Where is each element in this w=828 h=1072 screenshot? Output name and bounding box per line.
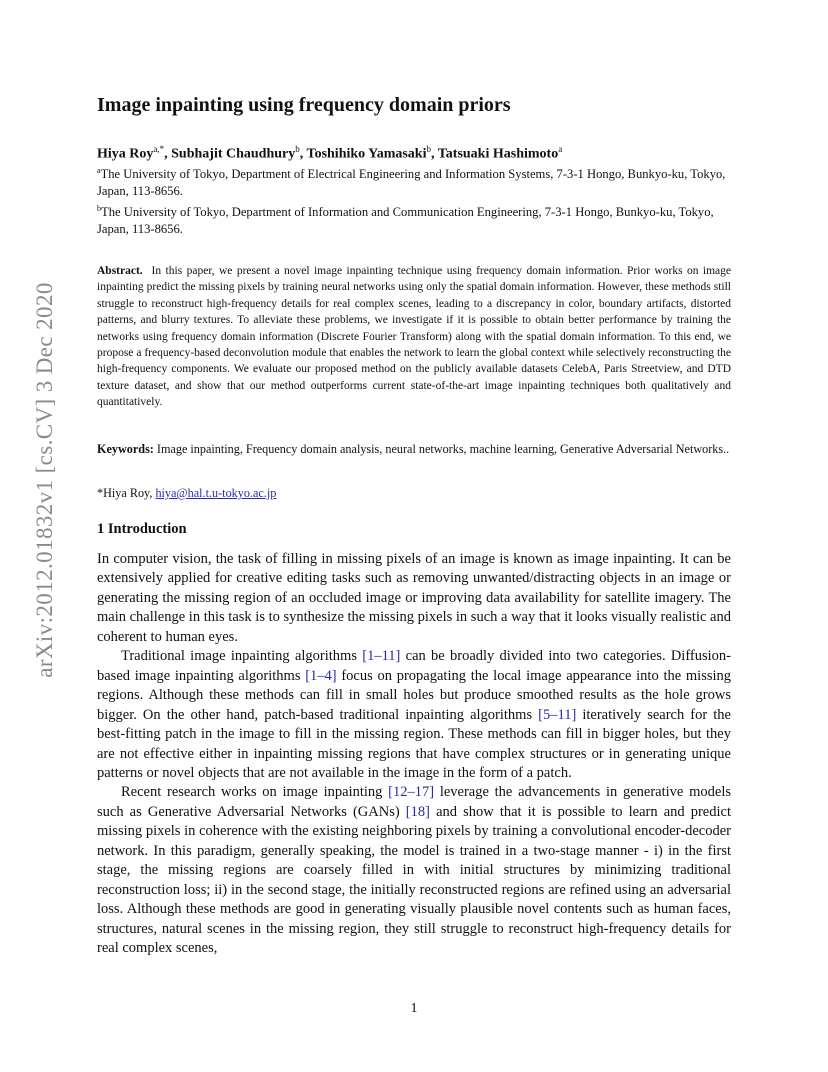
citation-link[interactable]: [1–4] bbox=[305, 667, 337, 684]
email-link[interactable]: hiya@hal.t.u-tokyo.ac.jp bbox=[155, 486, 277, 500]
arxiv-identifier: arXiv:2012.01832v1 [cs.CV] 3 Dec 2020 bbox=[32, 282, 57, 678]
abstract-text: In this paper, we present a novel image inpainting technique using frequency domain information. Prior works on image inpainting predict the missing pixels by training neural networks using only the spatial domain information. However, these methods still struggle to reconstruct high-frequency details for real complex scenes, leading to a discrepancy in color, boundary artifacts, distorted patterns, and blurry textures. To alleviate these problems, we investigate if it is possible to obtain better performance by training the networks using frequency domain information (Discrete Fourier Transform) along with the spatial domain information. To this end, we propose a frequency-based deconvolution module that enables the network to learn the global context while selectively reconstructing the high-frequency components. We evaluate our proposed method on the publicly available datasets CelebA, Paris Streetview, and DTD texture dataset, and show that our method outperforms current state-of-the-art image inpainting techniques both qualitatively and quantitatively. bbox=[97, 265, 732, 409]
body-text: focus on propagating the local image appearance into the missing regions. Although these methods can fill in small holes but produce smoothed results as the hole grows bigger. On the other hand, patch-based traditional inpainting algorithms bbox=[97, 667, 732, 723]
body-paragraph bbox=[97, 783, 731, 958]
citation-link[interactable]: [5–11] bbox=[538, 706, 577, 723]
introduction-body bbox=[97, 550, 731, 959]
corresponding-label: *Hiya Roy, bbox=[97, 486, 153, 500]
affiliation-mark: a bbox=[97, 166, 101, 175]
affiliation bbox=[97, 162, 731, 200]
body-text: and show that it is possible to learn and predict missing pixels in coherence with the existing neighboring pixels by training a convolutional encoder-decoder network. In this paradigm, generally speaking, the model is trained in a two-stage manner - i) in the first stage, the missing regions are coarsely filled in with initial structures by minimizing traditional reconstruction loss; ii) in the second stage, the initially reconstructed regions are refined using an adversarial loss. Although these methods are good in generating visually plausible novel contents such as human faces, structures, natural scenes in the missing region, they still struggle to reconstruct high-frequency details for real complex scenes, bbox=[97, 803, 731, 957]
section-heading-introduction: 1 Introduction bbox=[97, 521, 187, 537]
author-name: Toshihiko Yamasaki bbox=[306, 146, 427, 162]
affiliation-text: The University of Tokyo, Department of Information and Communication Engineering, 7-3-1 Hongo, Bunkyo-ku, Tokyo, Japan, 113-8656. bbox=[97, 205, 714, 237]
citation-link[interactable]: [1–11] bbox=[362, 648, 401, 665]
paper-title: Image inpainting using frequency domain priors bbox=[97, 94, 511, 116]
body-paragraph bbox=[97, 550, 731, 647]
body-text: iteratively search for the best-fitting patch in the image to fill in the missing region. These methods can fill in bigger holes, but they are not effective either in inpainting missing regions that have complex structures or in generating unique patterns or novel objects that are not available in the image in the form of a patch. bbox=[97, 706, 731, 781]
affiliation-text: The University of Tokyo, Department of Electrical Engineering and Information Systems, 7-3-1 Hongo, Bunkyo-ku, Tokyo, Japan, 113-8656. bbox=[97, 167, 726, 199]
keywords-label: Keywords: bbox=[97, 442, 154, 456]
body-text: Traditional image inpainting algorithms bbox=[121, 648, 363, 665]
corresponding-author bbox=[97, 486, 276, 501]
keywords bbox=[97, 439, 731, 459]
author-affiliation-mark: b bbox=[426, 144, 431, 154]
affiliation-list bbox=[97, 162, 731, 238]
author-name: Subhajit Chaudhury bbox=[171, 146, 296, 162]
abstract bbox=[97, 263, 731, 411]
author-affiliation-mark: a,* bbox=[153, 144, 165, 154]
body-text: can be broadly divided into two categories. Diffusion-based image inpainting algorithms bbox=[97, 648, 731, 684]
body-text: Recent research works on image inpainting bbox=[121, 784, 389, 801]
author-name: Tatsuaki Hashimoto bbox=[437, 146, 559, 162]
body-text: leverage the advancements in generative models such as Generative Adversarial Networks (GANs) bbox=[97, 784, 731, 820]
author-name: Hiya Roy bbox=[97, 146, 154, 162]
citation-link[interactable]: [12–17] bbox=[388, 784, 435, 801]
affiliation bbox=[97, 200, 731, 238]
author-list: Hiya Roy$^{a,*}$, Subhajit Chaudhury$^b$, Toshihiko Yamasaki$^b$, Tatsuaki Hashimoto$^a$ bbox=[97, 144, 563, 162]
body-text: In computer vision, the task of filling in missing pixels of an image is known as image inpainting. It can be extensively applied for creative editing tasks such as removing unwanted/distracting objects in an image or generating the missing region of an occluded image or improving data availability for satellite imagery. The main challenge in this task is to synthesize the missing pixels in such a way that it looks visually realistic and coherent to human eyes. bbox=[97, 551, 731, 645]
page-number: 1 bbox=[410, 1001, 418, 1016]
citation-link[interactable]: [18] bbox=[405, 803, 430, 820]
abstract-label: Abstract. bbox=[97, 265, 143, 277]
arxiv-sidebar-stamp bbox=[20, 282, 70, 678]
body-paragraph bbox=[97, 647, 731, 783]
author-affiliation-mark: b bbox=[295, 144, 300, 154]
affiliation-mark: b bbox=[97, 204, 101, 214]
keywords-text: Image inpainting, Frequency domain analysis, neural networks, machine learning, Generative Adversarial Networks.. bbox=[156, 442, 730, 456]
author-affiliation-mark: a bbox=[558, 144, 563, 154]
